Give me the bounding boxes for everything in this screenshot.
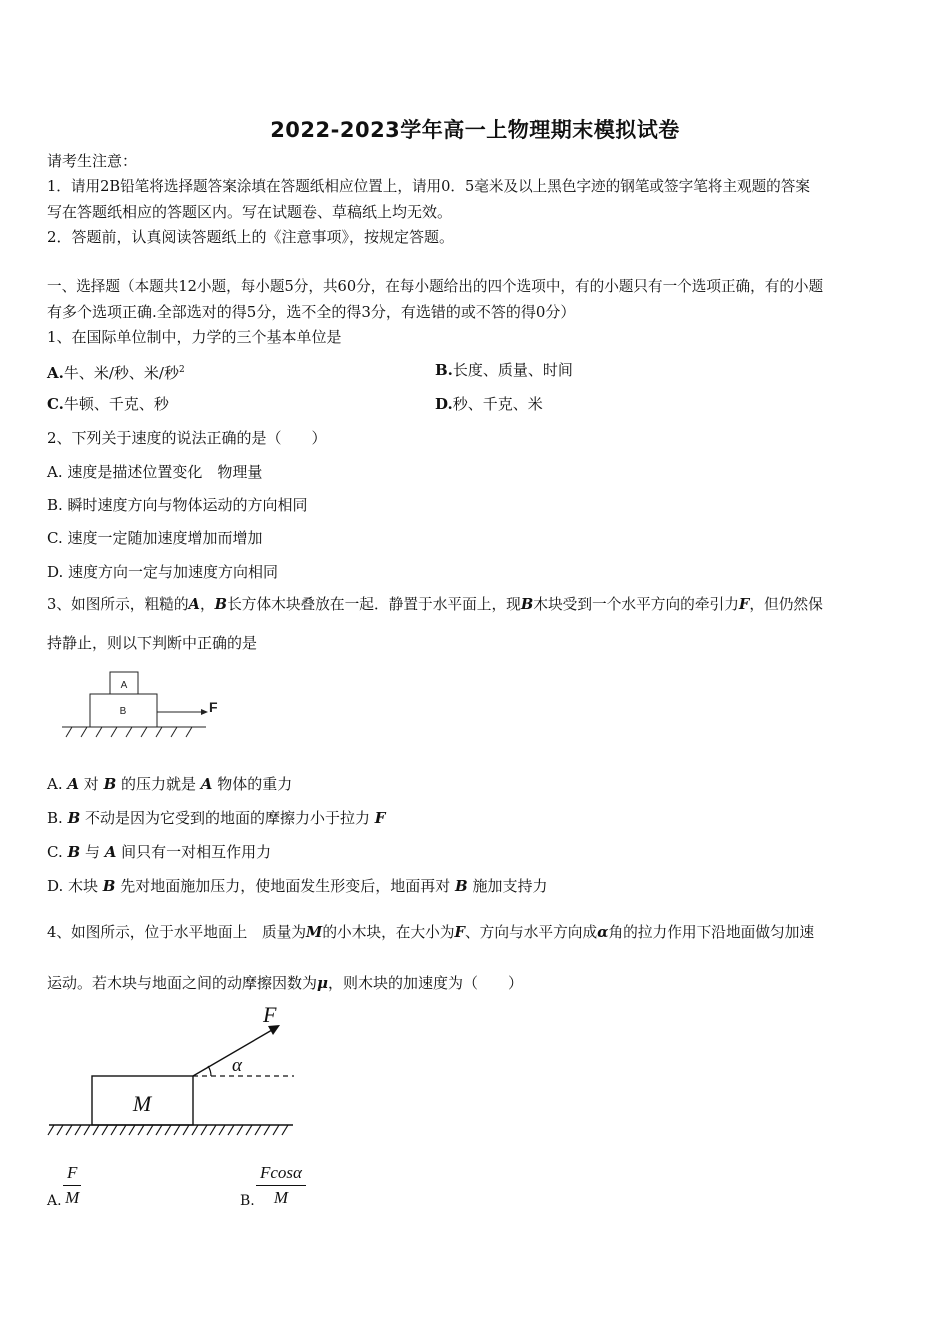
q1-option-d-key: D. [435,395,453,413]
q3-stem-text-5: ，但仍然保 [749,596,823,613]
q3-option-d-var-2: B [455,877,468,895]
q1-option-c [47,394,169,414]
q2-option-b: B. 瞬时速度方向与物体运动的方向相同 [47,496,308,514]
section-instructions-line-1: 一、选择题（本题共12小题，每小题5分，共60分，在每小题给出的四个选项中，有的小题只有一个选项正确，有的小题 [47,278,824,295]
q4-stem-text-6: ，则木块的加速度为（ ） [328,974,524,992]
block-b-label: B [119,706,127,717]
q3-option-d [47,876,548,896]
q3-option-a-var-2: B [103,775,117,793]
q3-stem-line-2: 持静止，则以下判断中正确的是 [47,634,258,652]
q2-option-d: D. 速度方向一定与加速度方向相同 [47,563,279,581]
q1-option-a [47,360,185,383]
q3-option-a-key: A. [47,775,68,793]
notice-line-2: 写在答题纸相应的答题区内。写在试题卷、草稿纸上均无效。 [47,203,453,221]
q1-option-a-superscript: 2 [178,365,185,375]
q1-option-a-text: 牛、米/秒、米/秒 [63,364,179,382]
q3-option-c [47,842,271,862]
q3-option-c-key: C. [47,843,68,861]
q3-option-b-text-1: 不动是因为它受到的地面的摩擦力小于拉力 [80,809,375,827]
q3-option-a-text-1: 对 [79,775,104,793]
q3-blocks-diagram [58,665,228,745]
q3-var-b: B [214,596,228,613]
q4-option-b-denominator: M [273,1188,289,1207]
q4-option-b-key: B. [240,1193,255,1209]
q4-incline-force-diagram [44,1000,304,1142]
q3-option-a-text-3: 物体的重力 [212,775,293,793]
q4-option-a-key: A. [47,1193,62,1209]
q1-option-d [435,394,543,414]
q3-option-b-var-2: F [374,809,386,827]
q3-var-a: A [188,596,200,613]
force-arrowhead [201,709,208,715]
q4-var-alpha: α [597,924,609,941]
notice-line-3: 2．答题前，认真阅读答题纸上的《注意事项》，按规定答题。 [47,228,455,246]
q2-stem: 2、下列关于速度的说法正确的是（ ） [47,429,327,447]
ground-hatching [48,1125,288,1135]
q4-stem-line-1 [47,923,814,943]
q3-option-c-text-2: 间只有一对相互作用力 [116,843,272,861]
q3-var-f: F [738,596,750,613]
q3-option-c-text-1: 与 [80,843,105,861]
q4-stem-text-2: 的小木块，在大小为 [322,924,455,941]
q3-option-a-var-3: A [200,775,213,793]
q3-option-d-text-1: D. 木块 [47,877,103,895]
q1-option-a-key: A. [47,364,64,382]
q3-option-d-text-2: 先对地面施加压力，使地面发生形变后，地面再对 [115,877,456,895]
force-label: F [263,1002,277,1027]
q3-option-c-var-1: B [67,843,81,861]
q3-option-a [47,774,292,794]
q4-stem-line-2 [47,973,523,993]
q3-option-a-var-1: A [67,775,80,793]
q3-option-a-text-2: 的压力就是 [116,775,201,793]
q1-option-b-key: B. [435,361,453,379]
q4-stem-text-5: 运动。若木块与地面之间的动摩擦因数为 [47,974,318,992]
q4-stem-text-1: 4、如图所示，位于水平地面上 质量为 [47,924,307,941]
q3-option-c-var-2: A [104,843,117,861]
q3-option-d-var-1: B [102,877,116,895]
ground-hatching [66,727,192,737]
q3-option-d-text-3: 施加支持力 [467,877,548,895]
notice-heading: 请考生注意： [47,152,138,170]
q4-option-a-fraction [63,1163,81,1208]
q4-option-b-numerator: Fcosα [256,1163,306,1186]
q1-option-c-text: 牛顿、千克、秒 [63,395,169,413]
page-title: 2022-2023学年高一上物理期末模拟试卷 [270,118,680,142]
q4-option-a-numerator: F [63,1163,81,1186]
q3-option-b-key: B. [47,809,68,827]
q4-stem-text-4: 角的拉力作用下沿地面做匀加速 [608,924,815,941]
q4-var-m: M [306,924,323,941]
force-label: F [209,699,218,715]
q3-stem-text-1: 3、如图所示，粗糙的 [47,596,189,613]
q4-var-f: F [454,924,465,941]
q4-option-a-denominator: M [65,1188,80,1207]
block-a-label: A [120,680,128,691]
q1-option-c-key: C. [47,395,64,413]
angle-arc [208,1066,211,1076]
q2-option-c: C. 速度一定随加速度增加而增加 [47,529,263,547]
q4-var-mu: μ [317,974,328,992]
q3-stem-text-4: 木块受到一个水平方向的牵引力 [533,596,739,613]
notice-line-1: 1．请用2B铅笔将选择题答案涂填在答题纸相应位置上，请用0．5毫米及以上黑色字迹的钢笔或签字笔将主观题的答案 [47,178,810,195]
q3-stem-text-3: 长方体木块叠放在一起．静置于水平面上，现 [227,596,521,613]
q3-stem-text-2: ， [199,596,215,613]
q3-stem-line-1 [47,595,823,615]
q2-option-a: A. 速度是描述位置变化 物理量 [47,463,263,481]
q4-option-b-fraction [256,1163,306,1208]
q3-option-b [47,808,385,828]
section-instructions-line-2: 有多个选项正确.全部选对的得5分，选不全的得3分，有选错的或不答的得0分） [47,303,576,321]
q1-option-b [435,360,573,380]
q1-option-d-text: 秒、千克、米 [452,395,543,413]
q3-var-b-2: B [520,596,534,613]
q1-stem: 1、在国际单位制中，力学的三个基本单位是 [47,328,342,346]
q3-option-b-var-1: B [67,809,81,827]
angle-label: α [232,1055,242,1076]
block-m-label: M [132,1091,152,1116]
q1-option-b-text: 长度、质量、时间 [452,361,573,379]
q4-stem-text-3: 、方向与水平方向成 [464,924,598,941]
